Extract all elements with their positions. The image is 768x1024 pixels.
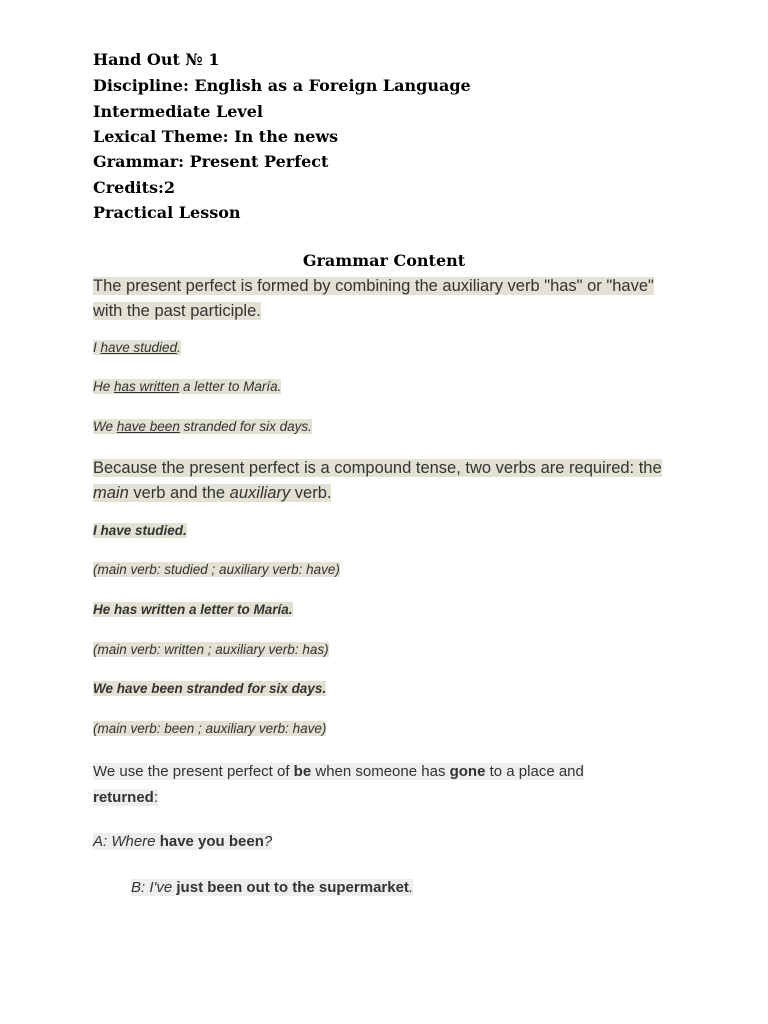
sentence-3: We have been stranded for six days. <box>93 681 327 696</box>
example-1-subject: I <box>93 340 101 355</box>
example-3-subject: We <box>93 419 117 434</box>
section-title: Grammar Content <box>302 251 466 270</box>
dialogue-b: B: I've just been out to the supermarket. <box>131 879 414 896</box>
compound-line-1: Because the present perfect is a compound tense, two verbs are required: the <box>93 459 662 477</box>
lesson-type: Practical Lesson <box>93 203 241 222</box>
discipline: Discipline: English as a Foreign Language <box>93 76 471 95</box>
usage-returned: returned <box>93 789 154 806</box>
dialogue-a: A: Where have you been? <box>93 833 273 850</box>
example-1-verb: have studied <box>100 340 178 355</box>
note-2: (main verb: written ; auxiliary verb: has) <box>93 642 329 657</box>
credits: Credits:2 <box>93 178 176 197</box>
example-2 <box>93 379 281 394</box>
example-2-verb: has written <box>114 379 180 394</box>
example-3-verb: have been <box>116 419 180 434</box>
intro-paragraph <box>93 274 683 324</box>
example-2-rest: a letter to María. <box>179 379 282 394</box>
grammar-topic: Grammar: Present Perfect <box>93 152 329 171</box>
compound-mid: verb and the <box>128 484 230 502</box>
usage-paragraph: We use the present perfect of be when someone has gone to a place and returned: <box>93 763 584 806</box>
handout-number: Hand Out № 1 <box>93 50 220 69</box>
intro-line-2: with the past participle. <box>93 302 261 320</box>
lexical-theme: Lexical Theme: In the news <box>93 127 339 146</box>
compound-main: main <box>93 484 129 502</box>
example-1-rest: . <box>177 340 181 355</box>
sentence-2: He has written a letter to María. <box>93 602 293 617</box>
example-3 <box>93 419 312 434</box>
compound-end: verb. <box>290 484 332 502</box>
usage-be: be <box>293 763 312 780</box>
example-3-rest: stranded for six days. <box>179 419 312 434</box>
level: Intermediate Level <box>93 102 263 121</box>
intro-line-1: The present perfect is formed by combining the auxiliary verb "has" or "have" <box>93 277 654 295</box>
note-1: (main verb: studied ; auxiliary verb: have) <box>93 562 340 577</box>
example-2-subject: He <box>93 379 115 394</box>
note-3: (main verb: been ; auxiliary verb: have) <box>93 721 327 736</box>
example-1 <box>93 340 181 355</box>
compound-paragraph <box>93 456 693 506</box>
compound-auxiliary: auxiliary <box>229 484 291 502</box>
sentence-1: I have studied. <box>93 523 187 538</box>
usage-gone: gone <box>449 763 486 780</box>
